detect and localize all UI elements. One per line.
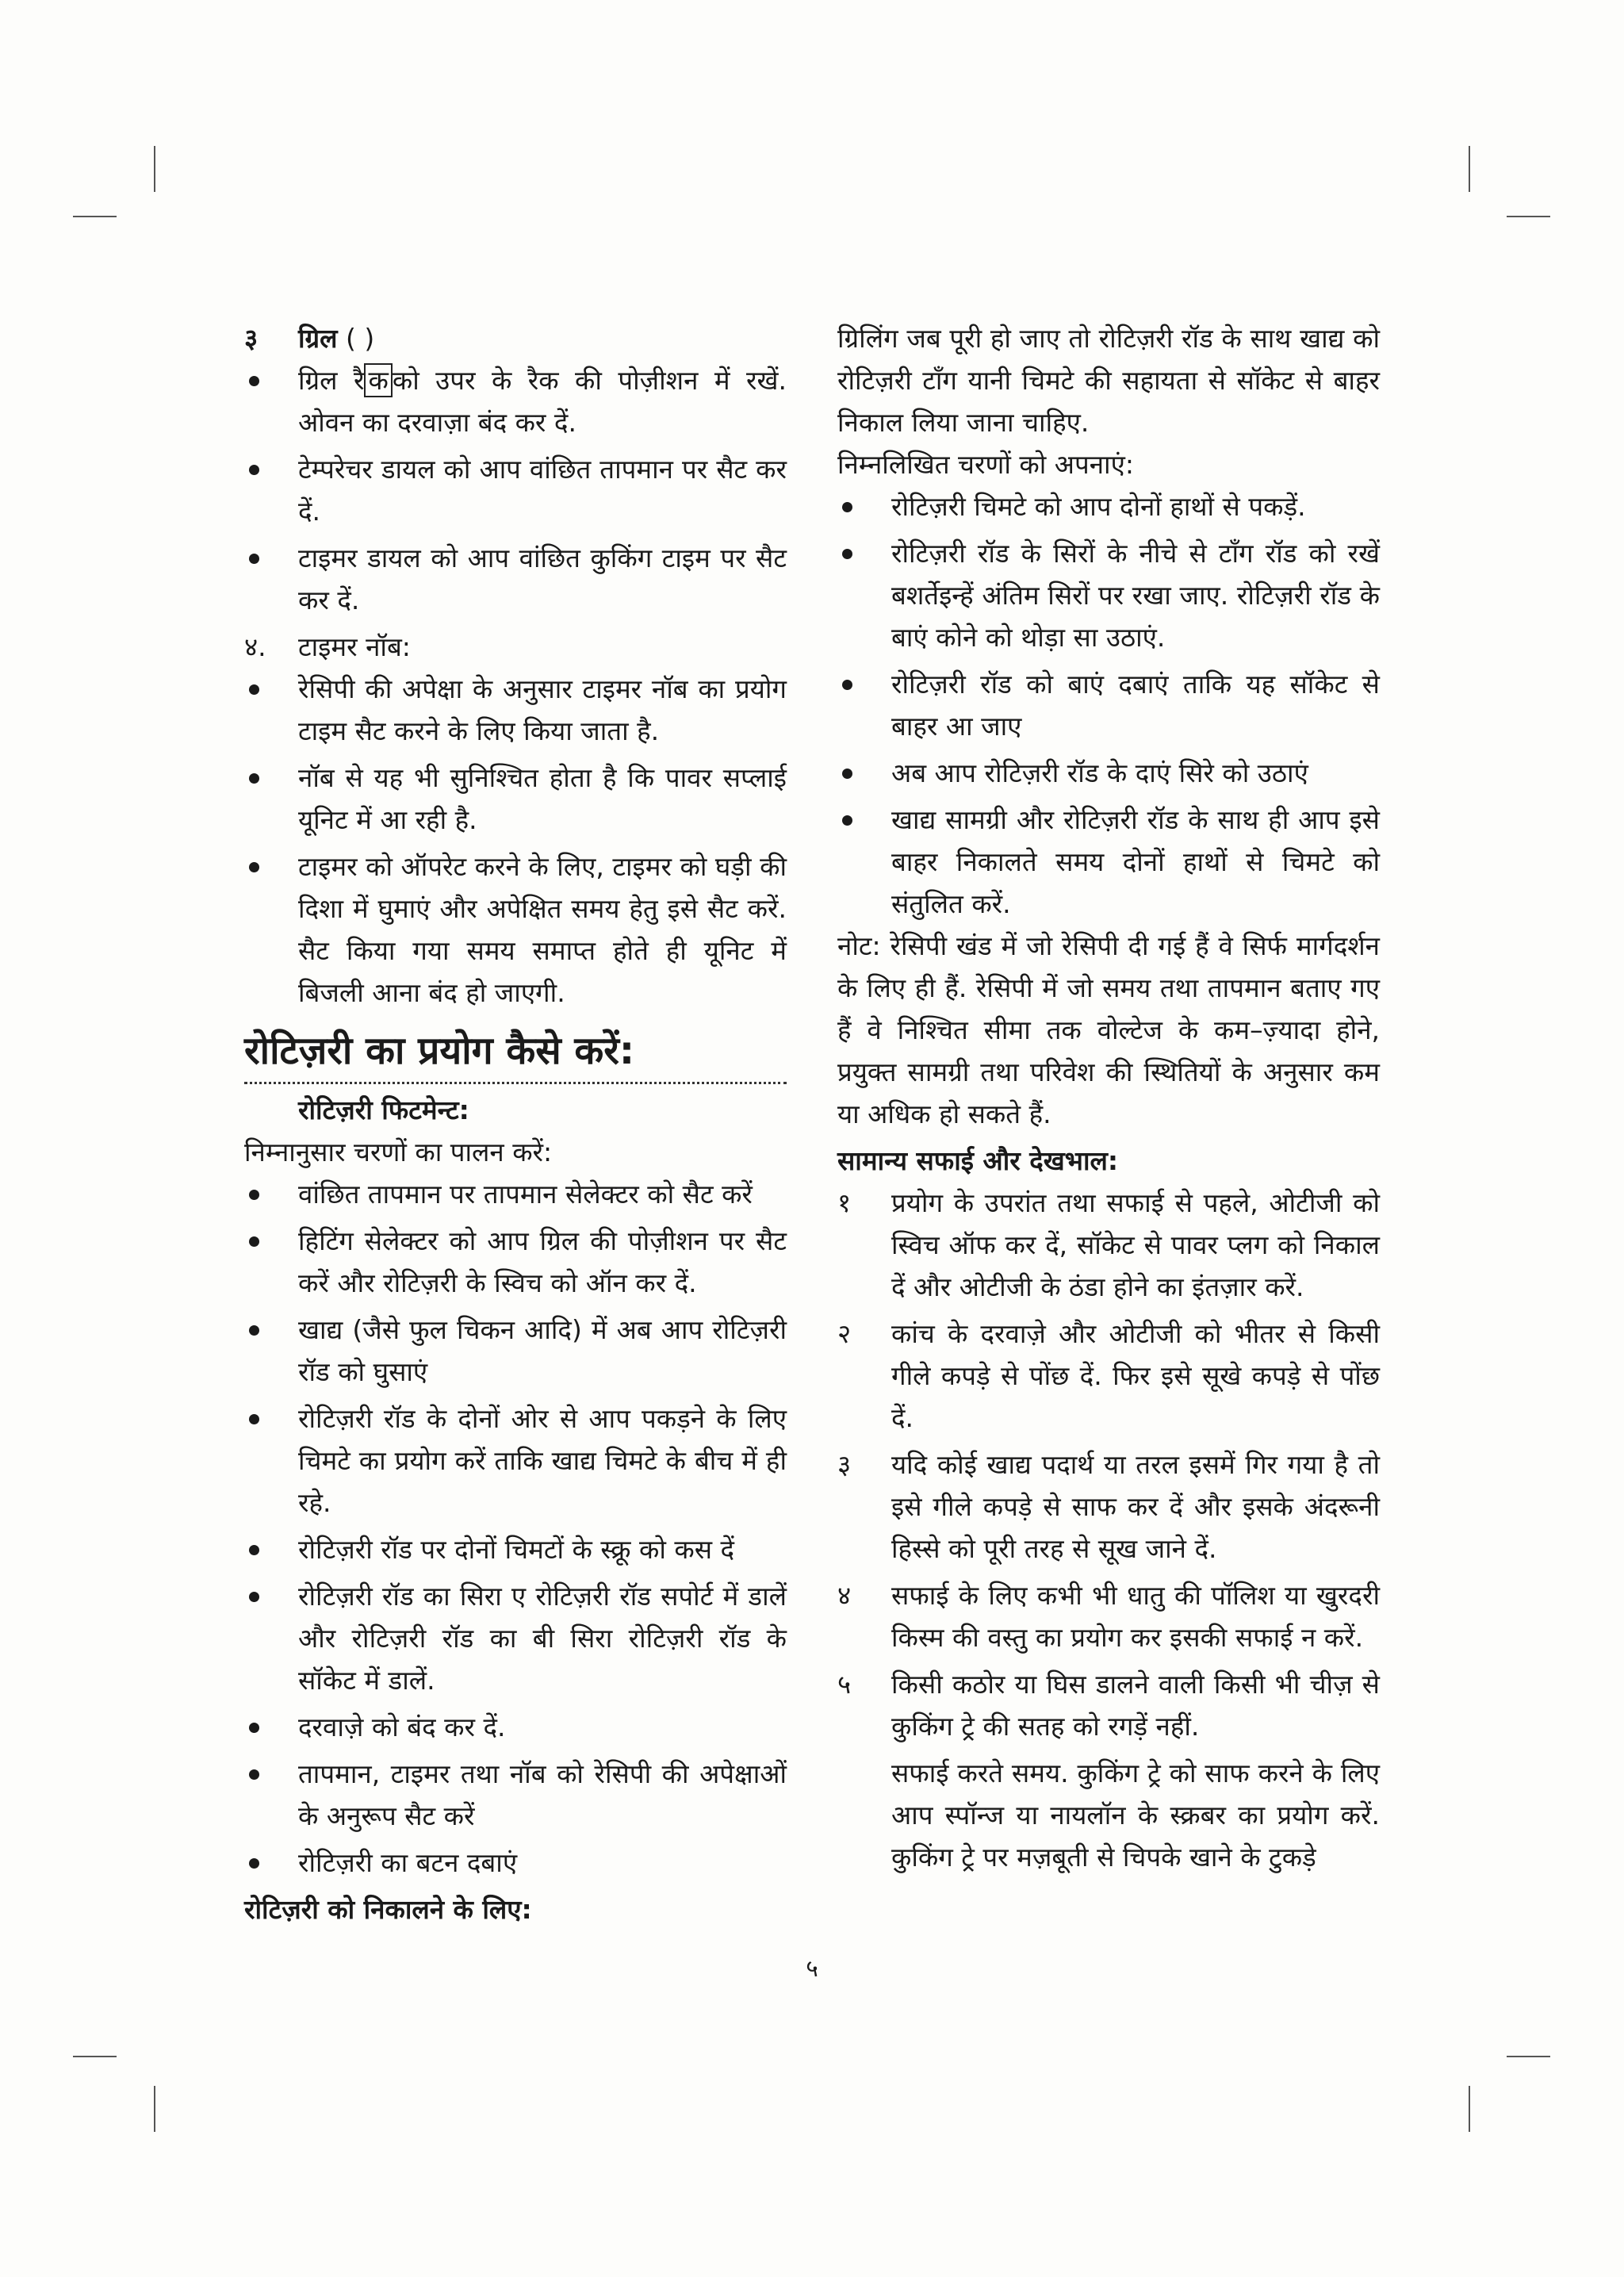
fitment-bullet-3: खाद्य (जैसे फुल चिकन आदि) में अब आप रोटिज़री रॉड को घुसाएं [244,1309,787,1393]
care-number: १ [837,1187,852,1218]
remove-bullet-4: अब आप रोटिज़री रॉड के दाएं सिरे को उठाएं [837,752,1380,794]
care-item-5 [837,1663,1380,1747]
fitment-bullet-8: तापमान, टाइमर तथा नॉब को रेसिपी की अपेक्षाओं के अनुरूप सैट करें [244,1753,787,1837]
steps-intro: निम्नलिखित चरणों को अपनाएं: [837,449,1134,480]
fitment-bullet-7: दरवाज़े को बंद कर दें. [244,1706,787,1748]
crop-mark [73,216,117,217]
care-number: ५ [837,1669,852,1700]
grill-bullet-2: टेम्परेचर डायल को आप वांछित तापमान पर सैट कर दें. [244,448,787,532]
fitment-bullet-4: रोटिज़री रॉड के दोनों ओर से आप पकड़ने के लिए चिमटे का प्रयोग करें ताकि खाद्य चिमटे के बीच में ही रहे. [244,1397,787,1524]
care-number: ४ [837,1580,852,1611]
section-title: टाइमर नॉब: [298,631,411,662]
care-item-4 [837,1574,1380,1658]
text-span: को उपर के रैक की पोज़ीशन में रखें. ओवन का दरवाज़ा बंद कर दें. [298,365,787,438]
care-number: ३ [837,1449,852,1480]
remove-bullet-5: खाद्य सामग्री और रोटिज़री रॉड के साथ ही आप इसे बाहर निकालते समय दोनों हाथों से चिमटे को संतुलित करें. [837,799,1380,925]
care-extra: सफाई करते समय. कुकिंग ट्रे को साफ करने के लिए आप स्पॉन्ज या नायलॉन के स्क्रबर का प्रयोग करें. कुकिंग ट्रे पर मज़बूती से चिपके खाने के टुकड़े [891,1758,1380,1873]
fitment-intro: निम्नानुसार चरणों का पालन करें: [244,1137,553,1167]
fitment-bullet-1: वांछित तापमान पर तापमान सेलेक्टर को सैट करें [244,1173,787,1215]
rotisserie-heading: रोटिज़री का प्रयोग कैसे करें: [244,1025,787,1084]
crop-mark [1507,2056,1550,2057]
right-column [837,317,1380,1878]
fitment-bullet-2: हिटिंग सेलेक्टर को आप ग्रिल की पोज़ीशन पर सैट करें और रोटिज़री के स्विच को ऑन कर दें. [244,1220,787,1304]
timer-bullet-2: नॉब से यह भी सुनिश्चित होता है कि पावर सप्लाई यूनिट में आ रही है. [244,757,787,841]
timer-bullet-3: टाइमर को ऑपरेट करने के लिए, टाइमर को घड़ी की दिशा में घुमाएं और अपेक्षित समय हेतु इसे सैट करें. सैट किया गया समय समाप्त होते ही यूनिट में बिजली आना बंद हो जाएगी. [244,845,787,1014]
note-paragraph: नोट: रेसिपी खंड में जो रेसिपी दी गई हैं वे सिर्फ मार्गदर्शन के लिए ही हैं. रेसिपी में जो समय तथा तापमान बताए गए हैं वे निश्चित सीमा तक वोल्टेज के कम–ज़्यादा होने, प्रयुक्त सामग्री तथा परिवेश की स्थितियों के अनुसार कम या अधिक हो सकते हैं. [837,930,1380,1129]
section-title: ग्रिल [298,323,338,354]
boxed-char: क [364,363,392,397]
section-number: ३ [244,323,259,354]
timer-bullet-1: रेसिपी की अपेक्षा के अनुसार टाइमर नॉब का प्रयोग टाइम सैट करने के लिए किया जाता है. [244,668,787,752]
care-item-1 [837,1182,1380,1308]
page-number: ५ [806,1955,818,1983]
remove-bullet-2: रोटिज़री रॉड के सिरों के नीचे से टॉंग रॉड को रखें बशर्तेइन्हें अंतिम सिरों पर रखा जाए. रोटिज़री रॉड के बाएं कोने को थोड़ा सा उठाएं. [837,532,1380,658]
grill-bullet-1 [244,359,787,443]
crop-mark [1469,2086,1470,2132]
fitment-bullet-6: रोटिज़री रॉड का सिरा ए रोटिज़री रॉड सपोर्ट में डालें और रोटिज़री रॉड का बी सिरा रोटिज़री रॉड के सॉकेट में डालें. [244,1575,787,1701]
fitment-bullet-9: रोटिज़री का बटन दबाएं [244,1842,787,1884]
fitment-bullet-5: रोटिज़री रॉड पर दोनों चिमटों के स्क्रू को कस दें [244,1528,787,1570]
care-text: कांच के दरवाज़े और ओटीजी को भीतर से किसी गीले कपड़े से पोंछ दें. फिर इसे सूखे कपड़े से पोंछ दें. [891,1318,1380,1433]
section-timer-heading [244,626,787,668]
crop-mark [154,2086,155,2132]
section-grill-heading [244,317,787,359]
left-column [244,317,787,1930]
section-number: ४. [244,631,266,662]
remove-bullet-3: रोटिज़री रॉड को बाएं दबाएं ताकि यह सॉकेट से बाहर आ जाए [837,663,1380,747]
care-text: यदि कोई खाद्य पदार्थ या तरल इसमें गिर गया है तो इसे गीले कपड़े से साफ कर दें और इसके अंदरूनी हिस्से को पूरी तरह से सूख जाने दें. [891,1449,1380,1564]
care-text: प्रयोग के उपरांत तथा सफाई से पहले, ओटीजी को स्विच ऑफ कर दें, सॉकेट से पावर प्लग को निकाल दें और ओटीजी के ठंडा होने का इंतज़ार करें. [891,1187,1380,1302]
remove-bullet-1: रोटिज़री चिमटे को आप दोनों हाथों से पकड़ें. [837,485,1380,527]
section-paren: ( ) [346,323,375,354]
text-span: ग्रिल रै [298,365,365,396]
crop-mark [73,2056,117,2057]
care-number: २ [837,1318,852,1349]
care-text: किसी कठोर या घिस डालने वाली किसी भी चीज़ से कुकिंग ट्रे की सतह को रगड़ें नहीं. [891,1669,1380,1742]
crop-mark [1507,216,1550,217]
care-item-2 [837,1313,1380,1439]
care-title: सामान्य सफाई और देखभाल: [837,1145,1119,1176]
crop-mark [1469,146,1470,192]
remove-intro: ग्रिलिंग जब पूरी हो जाए तो रोटिज़री रॉड के साथ खाद्य को रोटिज़री टॉंग यानी चिमटे की सहायता से सॉकेट से बाहर निकाल लिया जाना चाहिए. [837,323,1380,438]
crop-mark [154,146,155,192]
care-text: सफाई के लिए कभी भी धातु की पॉलिश या खुरदरी किस्म की वस्तु का प्रयोग कर इसकी सफाई न करें. [891,1580,1380,1653]
grill-bullet-3: टाइमर डायल को आप वांछित कुकिंग टाइम पर सैट कर दें. [244,537,787,621]
care-item-3 [837,1443,1380,1570]
remove-title: रोटिज़री को निकालने के लिए: [244,1894,532,1925]
fitment-title: रोटिज़री फिटमेन्ट: [298,1094,469,1125]
